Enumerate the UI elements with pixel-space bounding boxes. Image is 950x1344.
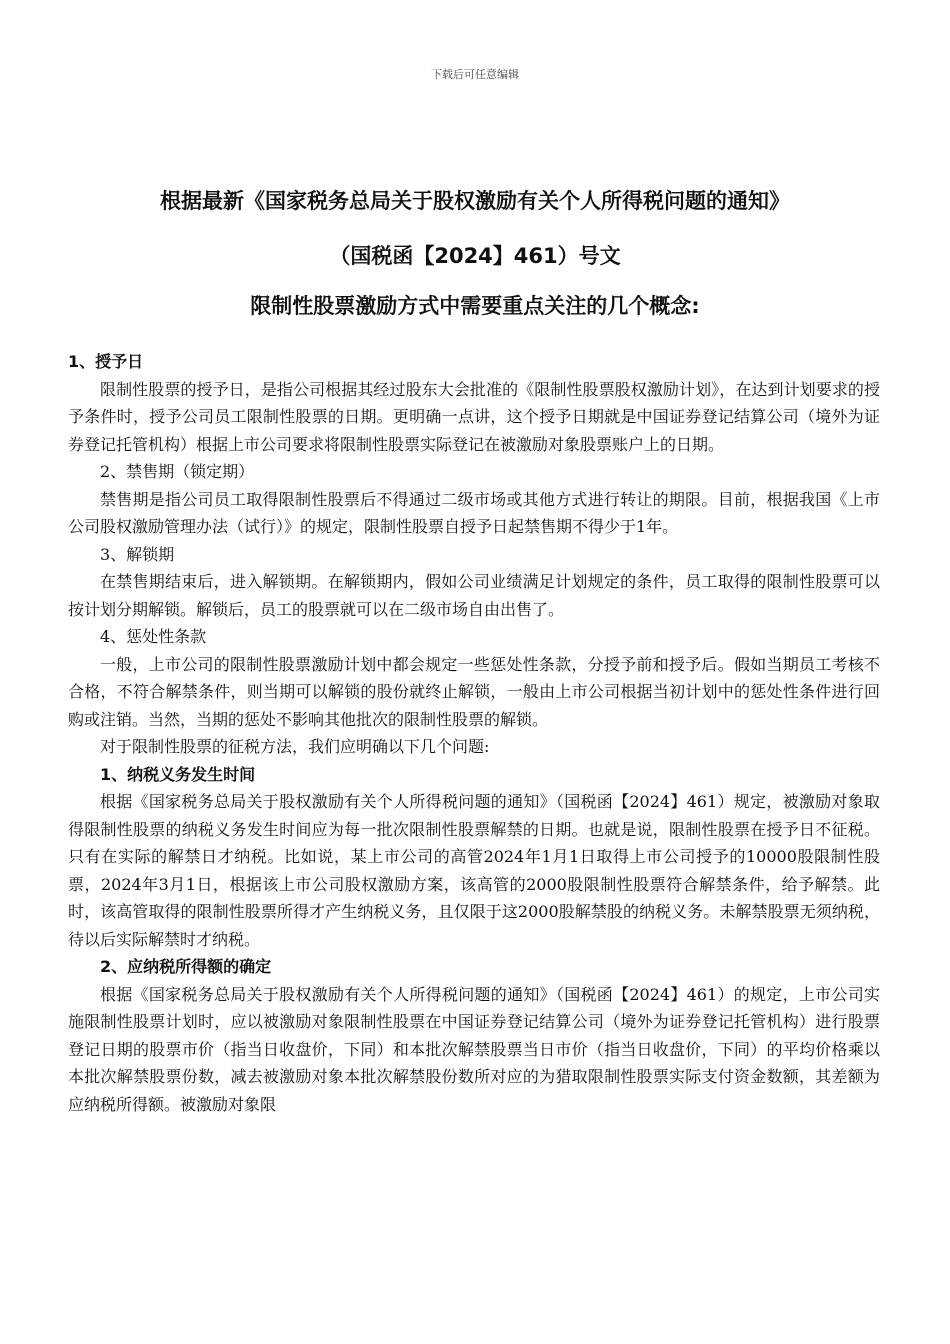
document-body (68, 348, 880, 1118)
tax-intro: 对于限制性股票的征税方法，我们应明确以下几个问题: (100, 737, 490, 756)
section-heading-penalty: 4、惩处性条款 (100, 627, 207, 646)
section-heading-lockup: 2、禁售期（锁定期） (100, 462, 255, 481)
concepts-heading: 限制性股票激励方式中需要重点关注的几个概念: (250, 294, 700, 318)
section-heading-unlock: 3、解锁期 (100, 544, 175, 564)
tax-heading-timing: 1、纳税义务发生时间 (100, 764, 256, 784)
document-title: 根据最新《国家税务总局关于股权激励有关个人所得税问题的通知》 (160, 189, 790, 213)
section-text-unlock: 在禁售期结束后，进入解锁期。在解锁期内，假如公司业绩满足计划规定的条件，员工取得的限制性股票可以按计划分期解锁。解锁后，员工的股票就可以在二级市场自由出售了。 (68, 572, 880, 619)
section-text-penalty: 一般，上市公司的限制性股票激励计划中都会规定一些惩处性条款，分授予前和授予后。假如当期员工考核不合格，不符合解禁条件，则当期可以解锁的股份就终止解锁，一般由上市公司根据当初计划中的惩处性条件进行回购或注销。当然，当期的惩处不影响其他批次的限制性股票的解锁。 (68, 654, 880, 729)
section-text-grant-date: 限制性股票的授予日，是指公司根据其经过股东大会批准的《限制性股票股权激励计划》，在达到计划要求的授予条件时，授予公司员工限制性股票的日期。更明确一点讲，这个授予日期就是中国证券登记结算公司（境外为证券登记托管机构）根据上市公司要求将限制性股票实际登记在被激励对象股票账户上的日期。 (68, 379, 880, 454)
tax-heading-taxable-income: 2、应纳税所得额的确定 (100, 957, 272, 976)
document-subtitle: （国税函【2024】461）号文 (329, 244, 621, 268)
tax-text-taxable-income: 根据《国家税务总局关于股权激励有关个人所得税问题的通知》（国税函【2024】461）的规定，上市公司实施限制性股票计划时，应以被激励对象限制性股票在中国证券登记结算公司（境外为证券登记托管机构）进行股票登记日期的股票市价（指当日收盘价，下同）和本批次解禁股票当日市价（指当日收盘价，下同）的平均价格乘以本批次解禁股票份数，减去被激励对象本批次解禁股份数所对应的为猎取限制性股票实际支付资金数额，其差额为应纳税所得额。被激励对象限 (68, 984, 880, 1114)
header-note: 下载后可任意编辑 (431, 68, 519, 81)
section-text-lockup: 禁售期是指公司员工取得限制性股票后不得通过二级市场或其他方式进行转让的期限。目前，根据我国《上市公司股权激励管理办法（试行）》的规定，限制性股票自授予日起禁售期不得少于1年。 (68, 489, 880, 536)
section-heading-grant-date: 1、授予日 (68, 352, 144, 371)
tax-text-timing: 根据《国家税务总局关于股权激励有关个人所得税问题的通知》（国税函【2024】461）规定，被激励对象取得限制性股票的纳税义务发生时间应为每一批次限制性股票解禁的日期。也就是说，限制性股票在授予日不征税。只有在实际的解禁日才纳税。比如说，某上市公司的高管2024年1月1日取得上市公司授予的10000股限制性股票，2024年3月1日，根据该上市公司股权激励方案，该高管的2000股限制性股票符合解禁条件，给予解禁。此时，该高管取得的限制性股票所得才产生纳税义务，且仅限于这2000股解禁股的纳税义务。未解禁股票无须纳税，待以后实际解禁时才纳税。 (68, 792, 880, 949)
